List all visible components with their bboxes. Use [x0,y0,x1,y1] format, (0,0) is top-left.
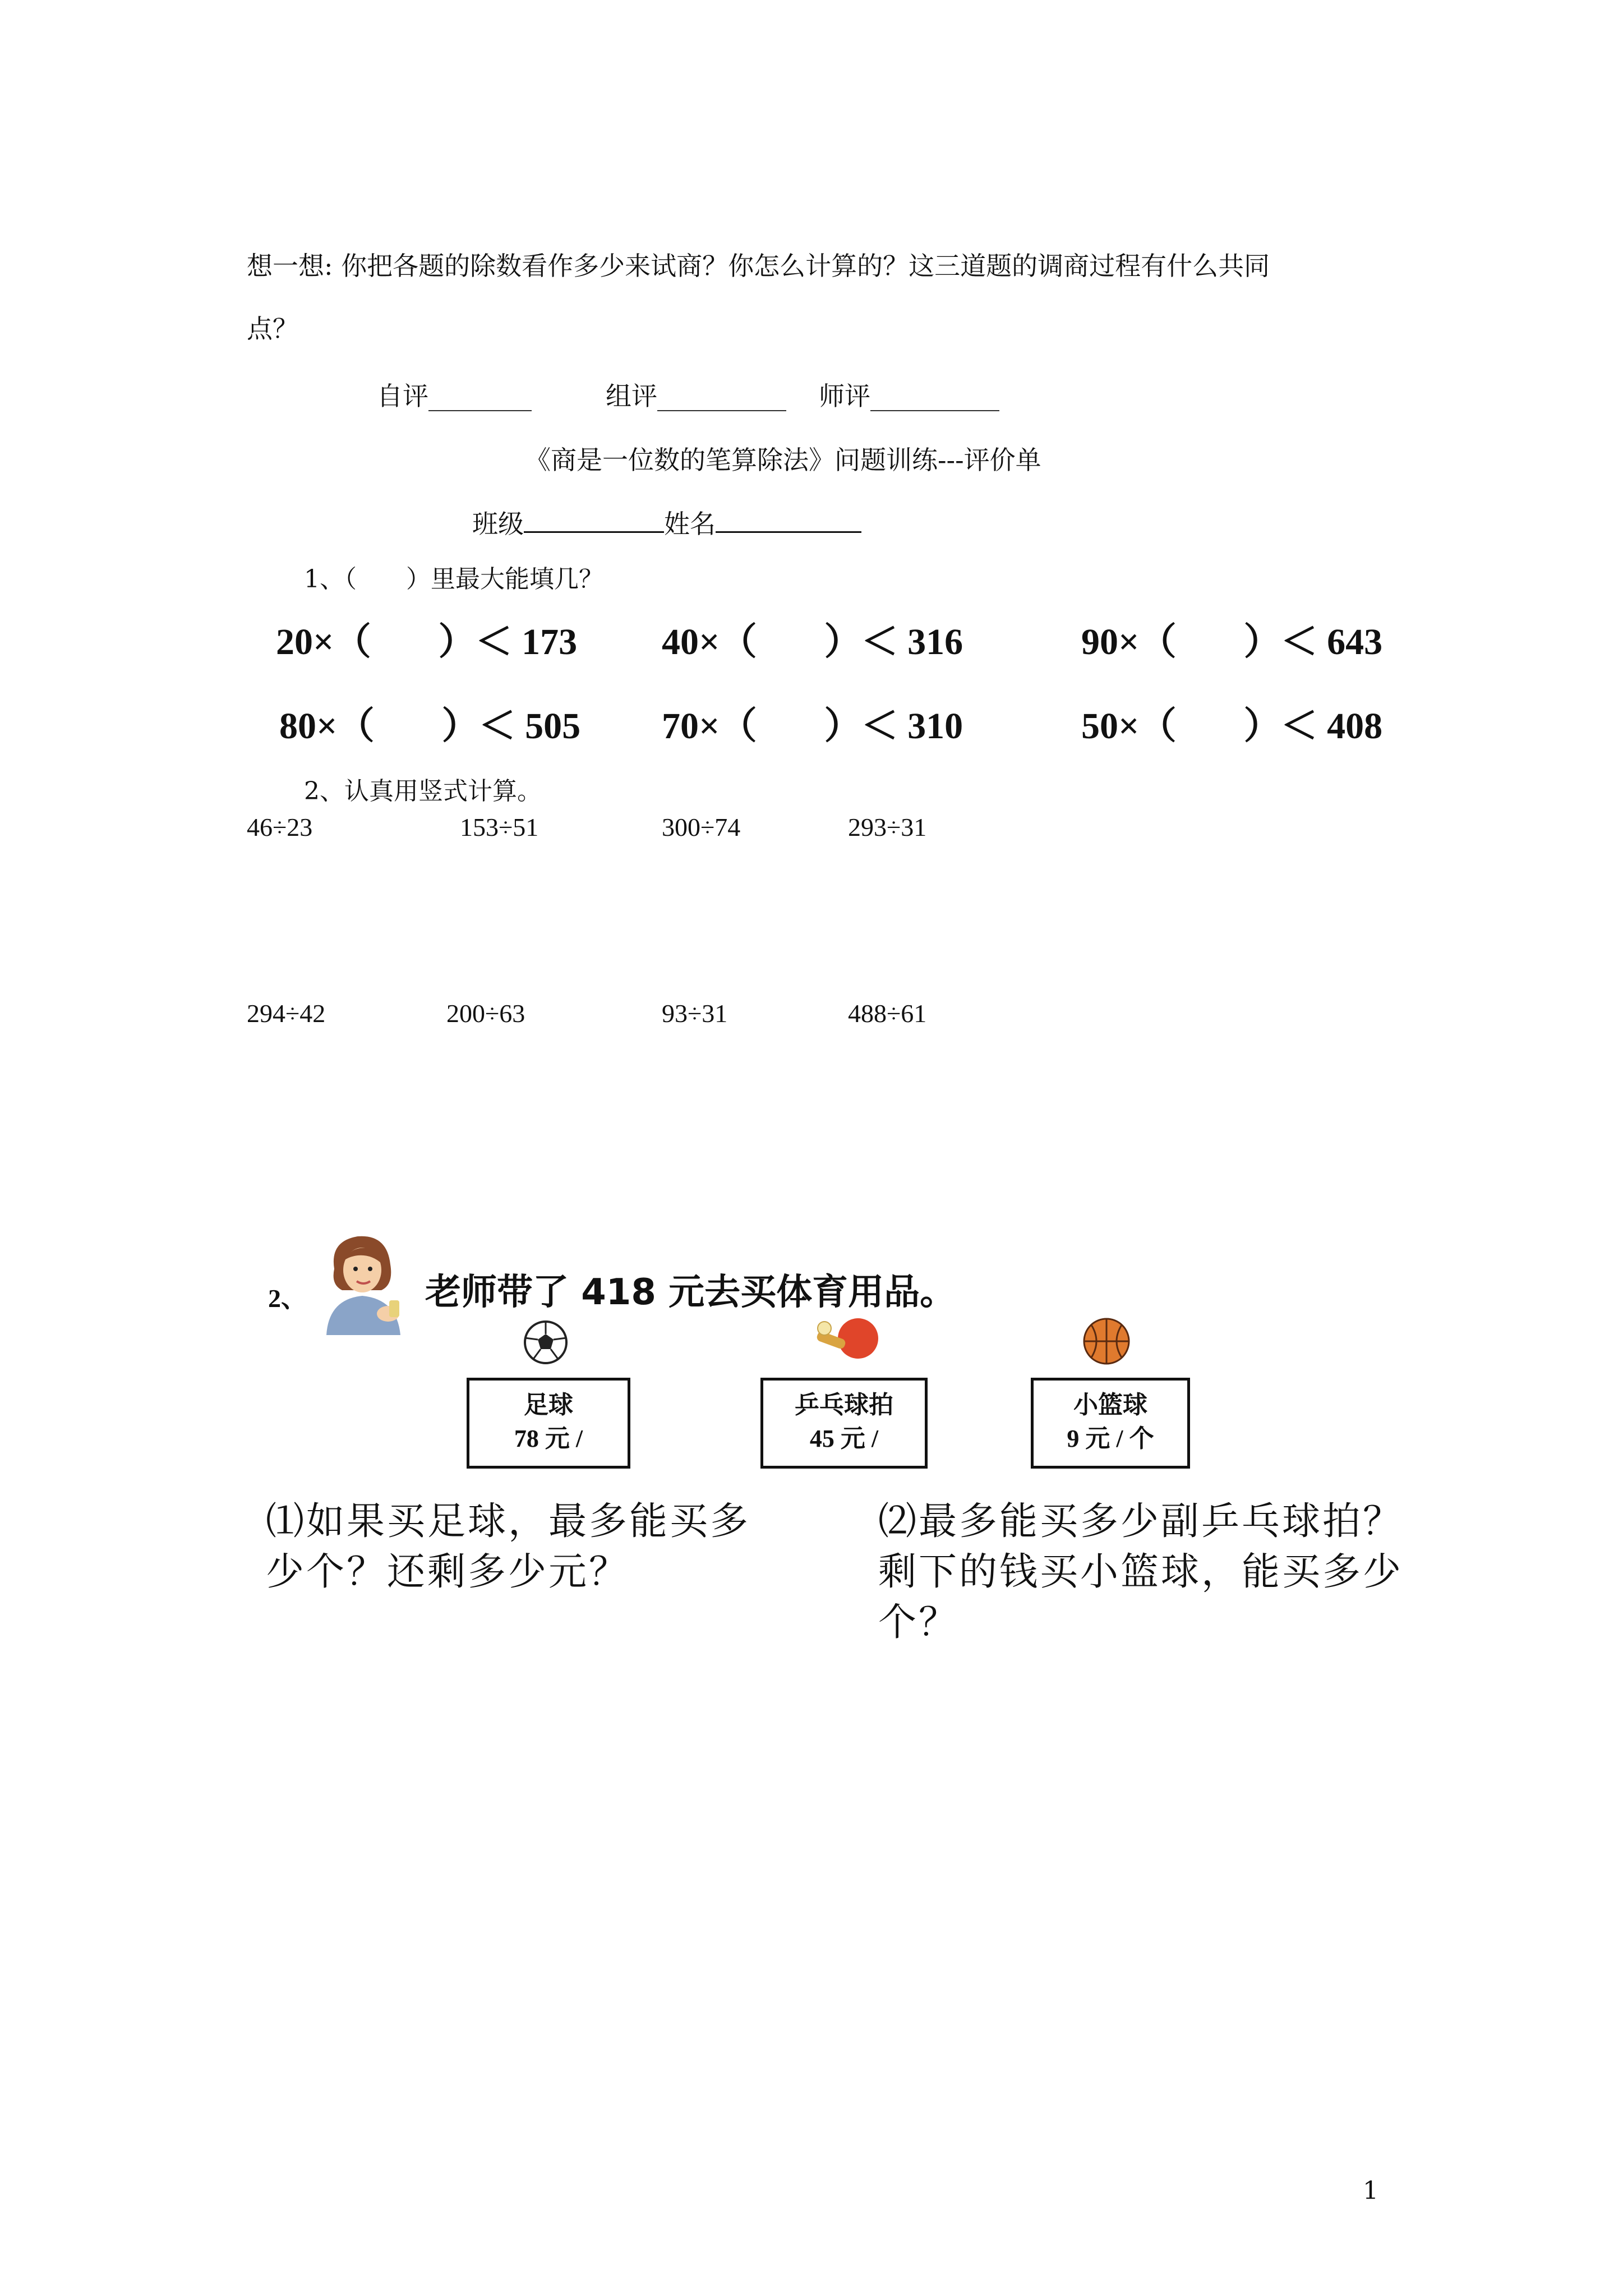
division-problem: 153÷51 [460,813,539,841]
item-price: 9 元 / 个 [1067,1425,1154,1452]
inequality: 40×（ ）＜ 316 [662,622,963,662]
division-problem: 294÷42 [247,999,326,1028]
division-problem: 488÷61 [848,999,927,1028]
class-name-line [472,504,861,541]
page-number: 1 [1363,2177,1378,2205]
name-label: 姓名 [664,509,716,539]
teacher-evaluation: 师评__________ [819,381,999,411]
division-problem: 293÷31 [848,813,927,841]
soccer-price-box [467,1378,630,1469]
q3-number: 2、 [268,1284,307,1313]
division-problem: 200÷63 [446,999,525,1028]
sheet-title: 《商是一位数的笔算除法》问题训练---评价单 [525,445,1041,475]
item-name: 小篮球 [1073,1391,1147,1419]
q2-heading: 2、认真用竖式计算。 [304,777,542,806]
inequality: 50×（ ）＜ 408 [1081,706,1383,747]
q1-heading: 1、（ ）里最大能填几？ [304,565,603,593]
basketball-price-box [1031,1378,1190,1469]
inequality: 20×（ ）＜ 173 [276,622,578,662]
sub-question-1: ⑴如果买足球，最多能买多少个？还剩多少元？ [266,1499,751,1594]
think-line-2: 点？ [247,314,298,344]
basketball-icon [1081,1316,1132,1366]
item-name: 乒乓球拍 [795,1391,893,1419]
class-blank[interactable] [524,507,664,533]
paddle-price-box [760,1378,928,1469]
teacher-illustration [319,1230,408,1336]
think-line-1: 想一想: 你把各题的除数看作多少来试商？你怎么计算的？这三道题的调商过程有什么共同 [247,251,1270,281]
division-problem: 300÷74 [662,813,741,841]
inequality: 90×（ ）＜ 643 [1081,622,1383,662]
name-blank[interactable] [716,507,861,533]
inequality: 70×（ ）＜ 310 [662,706,963,747]
item-price: 45 元 / [809,1425,879,1452]
soccer-ball-icon [523,1319,569,1365]
division-problem: 46÷23 [247,813,313,841]
class-label: 班级 [472,509,524,539]
ping-pong-paddle-icon [812,1316,882,1366]
division-problem: 93÷31 [662,999,728,1028]
inequality: 80×（ ）＜ 505 [279,706,581,747]
item-price: 78 元 / [514,1425,583,1452]
sub-question-2: ⑵最多能买多少副乒乓球拍？剩下的钱买小篮球，能买多少个？ [878,1499,1404,1645]
item-name: 足球 [524,1391,573,1419]
group-evaluation: 组评__________ [606,381,786,411]
q3-text: 老师带了 418 元去买体育用品。 [425,1272,956,1313]
self-evaluation: 自评________ [377,381,532,411]
